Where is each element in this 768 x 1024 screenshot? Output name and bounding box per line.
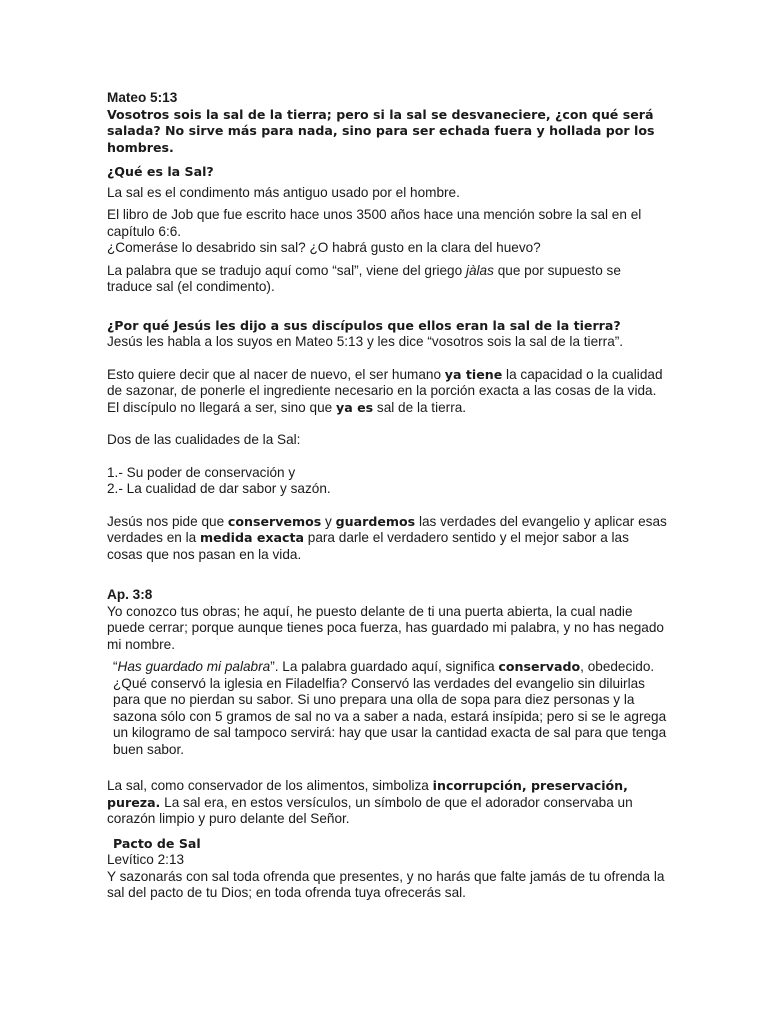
- paragraph: Yo conozco tus obras; he aquí, he puesto delante de ti una puerta abierta, la cual nadie puede cerrar; porque aunque tienes poca fuerza, has guardado mi palabra, y no has negado mi nombre.: [107, 603, 664, 652]
- paragraph: ¿Comeráse lo desabrido sin sal? ¿O habrá gusto en la clara del huevo?: [107, 240, 541, 255]
- paragraph: La palabra que se tradujo aquí como “sal”, viene del griego jàlas que por supuesto se traduce sal (el condimento).: [107, 262, 621, 294]
- list-item: 1.- Su poder de conservación y: [107, 464, 296, 480]
- paragraph: “Has guardado mi palabra”. La palabra guardado aquí, significa conservado, obedecido. ¿Qué conservó la iglesia en Filadelfia? Conservó las verdades del evangelio sin diluirlas para que no pierdan su sabor. Si uno prepara una olla de sopa para diez personas y la sazona sólo con 5 gramos de sal no va a saber a nada, estará insípida; pero si se le agrega un kilogramo de sal tampoco servirá: hay que usar la cantidad exacta de sal para que tenga buen sabor.: [113, 659, 667, 757]
- reference-levitico: Levítico 2:13: [107, 852, 185, 867]
- paragraph: Y sazonarás con sal toda ofrenda que presentes, y no harás que falte jamás de tu ofrenda la sal del pacto de tu Dios; en toda ofrenda tuya ofrecerás sal.: [107, 868, 665, 900]
- heading-que-es-la-sal: ¿Qué es la Sal?: [107, 164, 214, 179]
- paragraph: Dos de las cualidades de la Sal:: [107, 432, 301, 447]
- paragraph: Jesús nos pide que conservemos y guardemos las verdades del evangelio y aplicar esas verdades en la medida exacta para darle el verdadero sentido y el mejor sabor a las cosas que nos pasan en la vida.: [107, 513, 667, 562]
- section-title-mateo: Mateo 5:13: [107, 90, 178, 105]
- list-item: 2.- La cualidad de dar sabor y sazón.: [107, 481, 331, 496]
- paragraph: Jesús les habla a los suyos en Mateo 5:13 y les dice “vosotros sois la sal de la tierra”.: [107, 334, 624, 349]
- section-title-apocalipsis: Ap. 3:8: [107, 587, 153, 602]
- verse-mateo: Vosotros sois la sal de la tierra; pero si la sal se desvaneciere, ¿con qué será salada? No sirve más para nada, sino para ser echada fuera y hollada por los hombres.: [107, 106, 655, 155]
- section-title-pacto-de-sal: Pacto de Sal: [113, 835, 201, 851]
- heading-por-que-sal: ¿Por qué Jesús les dijo a sus discípulos que ellos eran la sal de la tierra?: [107, 317, 621, 333]
- paragraph: El libro de Job que fue escrito hace unos 3500 años hace una mención sobre la sal en el capítulo 6:6.: [107, 207, 642, 239]
- paragraph: Esto quiere decir que al nacer de nuevo, el ser humano ya tiene la capacidad o la cualidad de sazonar, de ponerle el ingrediente necesario en la porción exacta a las cosas de la vida. El discípulo no llegará a ser, sino que ya es sal de la tierra.: [107, 366, 663, 415]
- document-page: [107, 90, 667, 902]
- paragraph: La sal, como conservador de los alimentos, simboliza incorrupción, preservación, pureza. La sal era, en estos versículos, un símbolo de que el adorador conservaba un corazón limpio y puro delante del Señor.: [107, 778, 633, 826]
- paragraph: La sal es el condimento más antiguo usado por el hombre.: [107, 184, 460, 200]
